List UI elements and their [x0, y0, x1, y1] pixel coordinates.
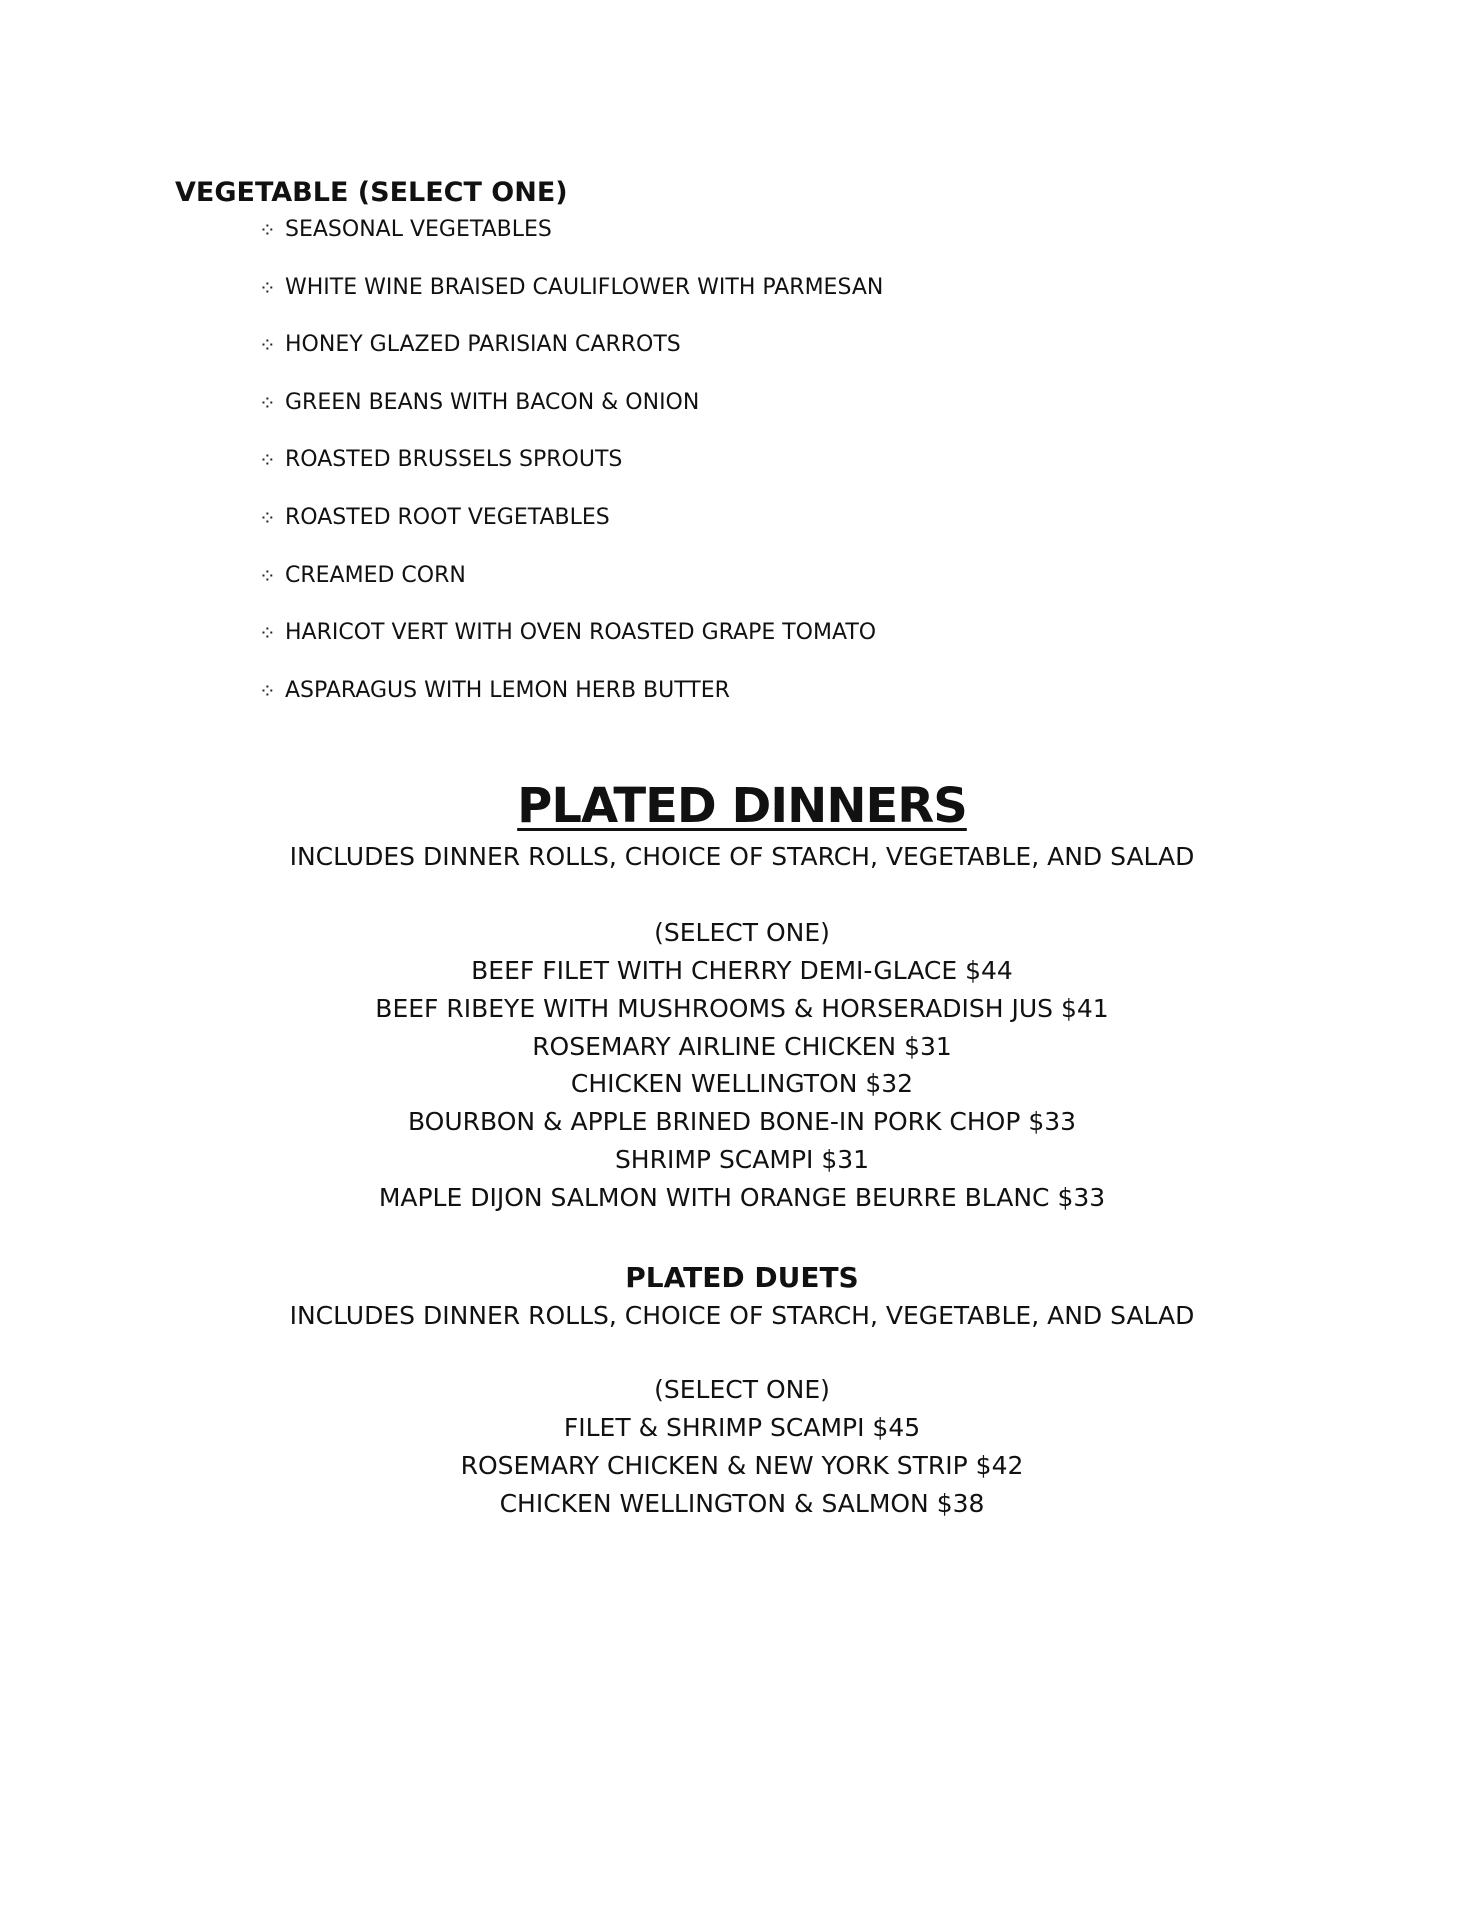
vegetable-item-label: WHITE WINE BRAISED CAULIFLOWER WITH PARMESAN: [285, 274, 884, 300]
list-item: [259, 216, 883, 274]
bullet-icon: ⁘: [259, 390, 276, 415]
list-item: MAPLE DIJON SALMON WITH ORANGE BEURRE BLANC $33: [378, 1182, 1106, 1212]
plated-dinners-list: [0, 952, 1484, 1217]
bullet-icon: ⁘: [259, 448, 276, 473]
plated-duets-description: INCLUDES DINNER ROLLS, CHOICE OF STARCH, VEGETABLE, AND SALAD: [289, 1301, 1195, 1330]
list-item: [259, 562, 883, 620]
list-item: [259, 331, 883, 389]
bullet-icon: ⁘: [259, 505, 276, 530]
bullet-icon: ⁘: [259, 678, 276, 703]
plated-duets-select-label: (SELECT ONE): [654, 1375, 830, 1404]
vegetable-list: [259, 216, 883, 734]
list-item: BEEF RIBEYE WITH MUSHROOMS & HORSERADISH JUS $41: [375, 993, 1109, 1023]
vegetable-item-label: ASPARAGUS WITH LEMON HERB BUTTER: [285, 677, 730, 703]
bullet-icon: ⁘: [259, 275, 276, 300]
plated-dinners-description: INCLUDES DINNER ROLLS, CHOICE OF STARCH, VEGETABLE, AND SALAD: [289, 842, 1195, 871]
list-item: [259, 389, 883, 447]
vegetable-item-label: GREEN BEANS WITH BACON & ONION: [285, 389, 700, 415]
list-item: [259, 504, 883, 562]
list-item: CHICKEN WELLINGTON $32: [570, 1069, 914, 1099]
bullet-icon: ⁘: [259, 218, 276, 242]
vegetable-item-label: HONEY GLAZED PARISIAN CARROTS: [285, 332, 681, 358]
plated-dinners-title: PLATED DINNERS: [517, 778, 967, 834]
plated-duets-title: PLATED DUETS: [625, 1261, 859, 1294]
list-item: [259, 446, 883, 504]
bullet-icon: ⁘: [259, 333, 276, 358]
bullet-icon: ⁘: [259, 563, 276, 588]
vegetable-heading: VEGETABLE (SELECT ONE): [175, 177, 568, 208]
list-item: BEEF FILET WITH CHERRY DEMI-GLACE $44: [471, 956, 1013, 985]
list-item: ROSEMARY CHICKEN & NEW YORK STRIP $42: [460, 1450, 1024, 1480]
list-item: BOURBON & APPLE BRINED BONE-IN PORK CHOP $33: [407, 1107, 1077, 1137]
list-item: FILET & SHRIMP SCAMPI $45: [563, 1413, 921, 1442]
list-item: [259, 619, 883, 677]
vegetable-item-label: ROASTED ROOT VEGETABLES: [285, 504, 610, 530]
plated-duets-list: [0, 1409, 1484, 1522]
vegetable-item-label: CREAMED CORN: [285, 562, 466, 588]
bullet-icon: ⁘: [259, 621, 276, 646]
list-item: [259, 677, 883, 735]
vegetable-item-label: HARICOT VERT WITH OVEN ROASTED GRAPE TOMATO: [285, 620, 877, 646]
plated-dinners-select-label: (SELECT ONE): [654, 918, 830, 947]
vegetable-item-label: ROASTED BRUSSELS SPROUTS: [285, 447, 623, 473]
list-item: CHICKEN WELLINGTON & SALMON $38: [499, 1488, 985, 1518]
list-item: SHRIMP SCAMPI $31: [614, 1144, 870, 1174]
list-item: ROSEMARY AIRLINE CHICKEN $31: [532, 1031, 952, 1061]
list-item: [259, 274, 883, 332]
vegetable-item-label: SEASONAL VEGETABLES: [285, 217, 552, 242]
